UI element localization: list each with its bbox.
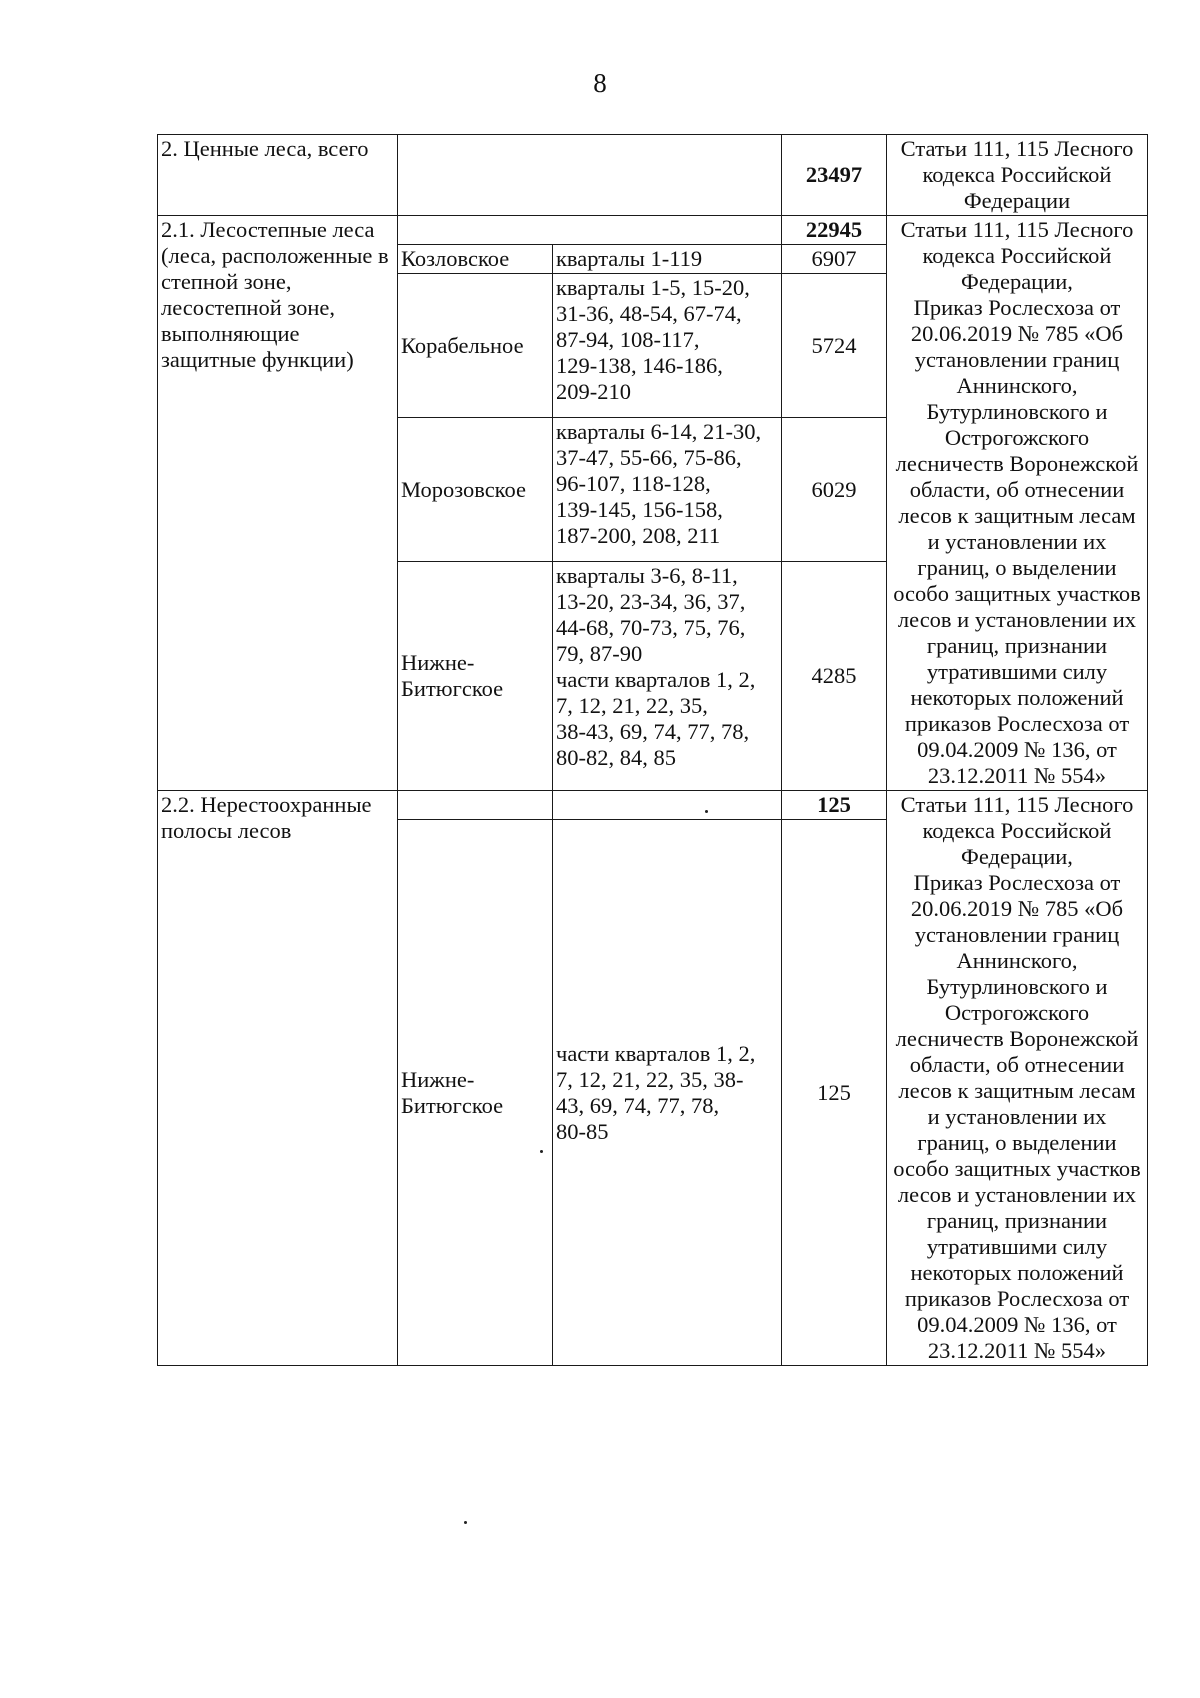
row-valuable-forests	[158, 135, 1148, 216]
district-name: Нижне- Битюгское	[398, 820, 553, 1366]
district-name: Корабельное	[398, 274, 553, 418]
category-cell: 2. Ценные леса, всего	[158, 135, 398, 216]
district-area: 4285	[782, 562, 887, 791]
row-spawning-header	[158, 791, 1148, 820]
legal-basis-cell: Статьи 111, 115 Лесного кодекса Российской Федерации	[887, 135, 1148, 216]
scan-speck	[540, 1150, 543, 1153]
quarters-list: части кварталов 1, 2, 7, 12, 21, 22, 35, 38- 43, 69, 74, 77, 78, 80-85	[553, 820, 782, 1366]
district-area: 6029	[782, 418, 887, 562]
forest-categories-table	[157, 134, 1148, 1366]
empty-cell	[398, 135, 782, 216]
district-name: Нижне- Битюгское	[398, 562, 553, 791]
empty-cell	[398, 791, 553, 820]
empty-cell	[553, 791, 782, 820]
legal-basis-cell: Статьи 111, 115 Лесного кодекса Российской Федерации, Приказ Рослесхоза от 20.06.2019 № 785 «Об установлении границ Аннинского, Бутурлиновского и Острогожского лесничеств Воронежской области, об отнесении лесов к защитным лесам и установлении их границ, о выделении особо защитных участков лесов и установлении их границ, признании утратившими силу некоторых положений приказов Рослесхоза от 09.04.2009 № 136, от 23.12.2011 № 554»	[887, 216, 1148, 791]
district-area: 5724	[782, 274, 887, 418]
row-forest-steppe-header	[158, 216, 1148, 245]
page-number: 8	[593, 68, 607, 98]
area-subtotal-cell: 125	[782, 791, 887, 820]
scan-speck	[464, 1521, 467, 1524]
district-name: Морозовское	[398, 418, 553, 562]
empty-cell	[398, 216, 782, 245]
category-cell: 2.2. Нерестоохранные полосы лесов	[158, 791, 398, 1366]
scan-speck	[705, 810, 708, 813]
district-area: 6907	[782, 245, 887, 274]
district-area: 125	[782, 820, 887, 1366]
legal-basis-cell: Статьи 111, 115 Лесного кодекса Российской Федерации, Приказ Рослесхоза от 20.06.2019 № 785 «Об установлении границ Аннинского, Бутурлиновского и Острогожского лесничеств Воронежской области, об отнесении лесов к защитным лесам и установлении их границ, о выделении особо защитных участков лесов и установлении их границ, признании утратившими силу некоторых положений приказов Рослесхоза от 09.04.2009 № 136, от 23.12.2011 № 554»	[887, 791, 1148, 1366]
district-name: Козловское	[398, 245, 553, 274]
area-subtotal-cell: 22945	[782, 216, 887, 245]
category-cell: 2.1. Лесостепные леса (леса, расположенные в степной зоне, лесостепной зоне, выполняющие защитные функции)	[158, 216, 398, 791]
quarters-list: кварталы 1-119	[553, 245, 782, 274]
quarters-list: кварталы 1-5, 15-20, 31-36, 48-54, 67-74, 87-94, 108-117, 129-138, 146-186, 209-210	[553, 274, 782, 418]
quarters-list: кварталы 3-6, 8-11, 13-20, 23-34, 36, 37, 44-68, 70-73, 75, 76, 79, 87-90 части кварталов 1, 2, 7, 12, 21, 22, 35, 38-43, 69, 74, 77, 78, 80-82, 84, 85	[553, 562, 782, 791]
area-total-cell: 23497	[782, 135, 887, 216]
quarters-list: кварталы 6-14, 21-30, 37-47, 55-66, 75-86, 96-107, 118-128, 139-145, 156-158, 187-200, 208, 211	[553, 418, 782, 562]
